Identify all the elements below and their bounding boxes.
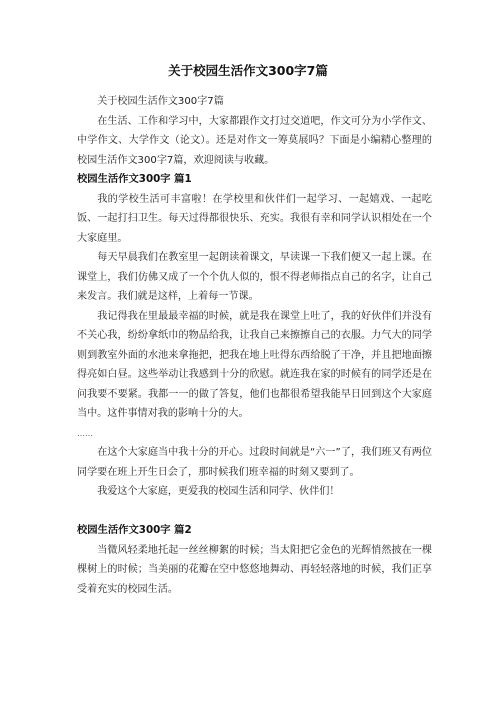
paragraph: 我爱这个大家庭，更爱我的校园生活和同学、伙伴们！ bbox=[97, 486, 340, 497]
paragraph: 我的学校生活可丰富啦！在学校里和伙伴们一起学习、一起嬉戏、一起吃饭、一起打扫卫生。每天过得都很快乐、充实。我很有幸和同学认识相处在一个大家庭里。 bbox=[77, 193, 432, 244]
section-spacer bbox=[77, 502, 432, 522]
section-heading: 校园生活作文300字 篇1 bbox=[77, 173, 192, 185]
paragraph: 每天早晨我们在教室里一起朗读着课文，早读课一下我们便又一起上课。在课堂上，我们仿佛又成了一个个仇人似的，恨不得老师指点自己的名字，让自己来发言。我们就是这样，上着每一节课。 bbox=[77, 252, 432, 302]
paragraph: 我记得我在里最最幸福的时候，就是我在课堂上吐了，我的好伙伴们并没有不关心我，纷纷拿纸巾的物品给我，让我自己来擦擦自己的衣服。力气大的同学则到教室外面的水池来拿拖把，把我在地上吐得东西给脱了干净，并且把地面擦得亮如白昼。这些举动让我感到十分的欣慰。就连我在家的时候有的同学还是在问我要不要紧。我都一一的做了答复，他们也都很希望我能早日回到这个大家庭当中。这件事情对我的影响十分的大。 bbox=[77, 310, 432, 419]
paragraph: 当微风轻柔地托起一丝丝柳絮的时候；当太阳把它金色的光辉悄然披在一棵棵树上的时候；当美丽的花瓣在空中悠悠地舞动、再轻轻落地的时候，我们正享受着充实的校园生活。 bbox=[77, 544, 432, 595]
paragraph: 在这个大家庭当中我十分的开心。过段时间就是“六一”了，我们班又有两位同学要在班上开生日会了，那时候我们班幸福的时刻又要到了。 bbox=[77, 447, 432, 478]
ellipsis: …… bbox=[77, 428, 93, 438]
section-heading: 校园生活作文300字 篇2 bbox=[77, 524, 192, 536]
document-body bbox=[77, 92, 432, 599]
intro-title: 关于校园生活作文300字7篇 bbox=[97, 96, 224, 107]
intro-paragraph: 在生活、工作和学习中，大家都跟作文打过交道吧，作文可分为小学作文、中学作文、大学作文（论文）。还是对作文一筹莫展吗？下面是小编精心整理的校园生活作文300字7篇，欢迎阅读与收藏。 bbox=[77, 115, 432, 166]
document-title: 关于校园生活作文300字7篇 bbox=[168, 63, 328, 78]
